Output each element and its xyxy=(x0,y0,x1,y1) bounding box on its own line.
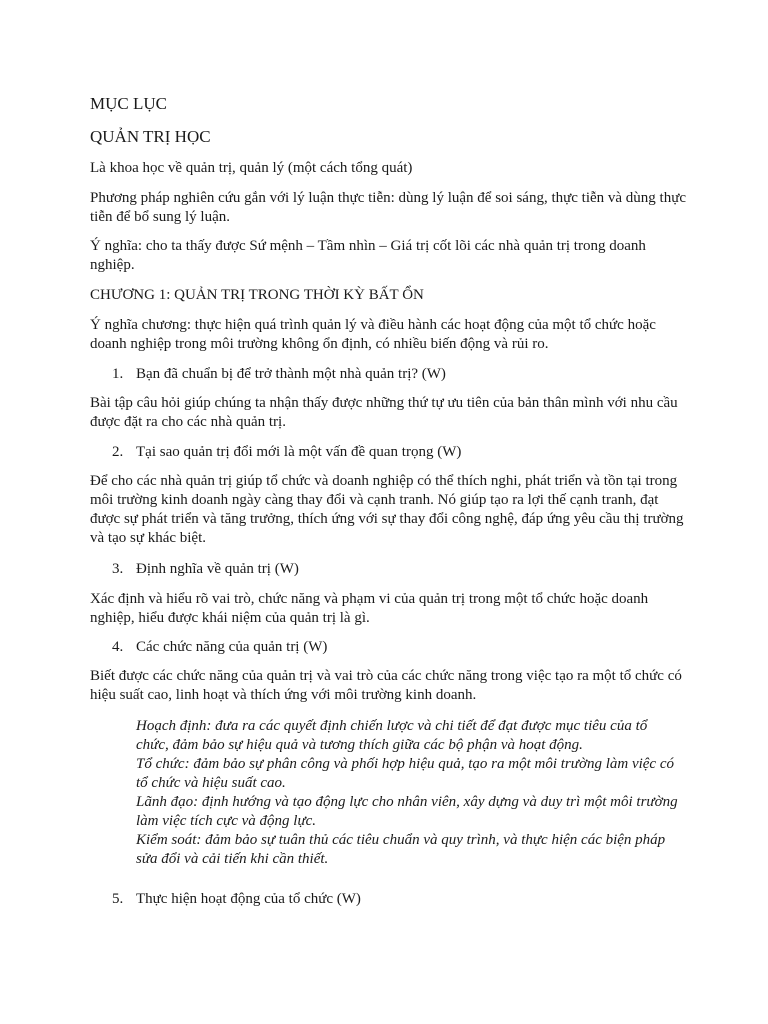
functions-block xyxy=(136,717,681,869)
list-number: 3. xyxy=(112,561,124,577)
list-number: 1. xyxy=(112,366,124,382)
paragraph-method: Phương pháp nghiên cứu gắn với lý luận thực tiễn: dùng lý luận để soi sáng, thực tiễn và dùng thực tiễn để bổ sung lý luận. xyxy=(90,190,687,225)
answer-paragraph: Để cho các nhà quản trị giúp tổ chức và doanh nghiệp có thể thích nghi, phát triển và tồn tại trong môi trường kinh doanh ngày càng thay đổi và cạnh tranh. Nó giúp tạo ra lợi thế cạnh tranh, đạt được sự phát triển và tăng trưởng, thích ứng với sự thay đổi công nghệ, đáp ứng yêu cầu thị trường và tạo sự khác biệt. xyxy=(90,473,684,546)
list-number: 5. xyxy=(112,891,124,907)
function-organizing: Tổ chức: đảm bảo sự phân công và phối hợp hiệu quả, tạo ra một môi trường làm việc có tổ chức và hiệu suất cao. xyxy=(136,756,674,791)
document-title: QUẢN TRỊ HỌC xyxy=(90,127,211,146)
list-text: Thực hiện hoạt động của tổ chức (W) xyxy=(136,891,361,907)
list-item xyxy=(112,365,672,384)
paragraph-definition: Là khoa học về quản trị, quản lý (một cách tổng quát) xyxy=(90,160,413,176)
answer-paragraph: Bài tập câu hỏi giúp chúng ta nhận thấy được những thứ tự ưu tiên của bản thân mình với nhu cầu được đặt ra cho các nhà quản trị. xyxy=(90,395,678,430)
function-leading: Lãnh đạo: định hướng và tạo động lực cho nhân viên, xây dựng và duy trì một môi trường làm việc tích cực và động lực. xyxy=(136,794,678,829)
list-text: Tại sao quản trị đổi mới là một vấn đề quan trọng (W) xyxy=(136,444,462,460)
function-controlling: Kiểm soát: đảm bảo sự tuân thủ các tiêu chuẩn và quy trình, và thực hiện các biện pháp sửa đổi và cải tiến khi cần thiết. xyxy=(136,832,666,867)
list-text: Các chức năng của quản trị (W) xyxy=(136,639,328,655)
answer-paragraph: Xác định và hiểu rõ vai trò, chức năng và phạm vi của quản trị trong một tổ chức hoặc doanh nghiệp, hiểu được khái niệm của quản trị là gì. xyxy=(90,591,649,626)
chapter-meaning: Ý nghĩa chương: thực hiện quá trình quản lý và điều hành các hoạt động của một tổ chức hoặc doanh nghiệp trong môi trường không ổn định, có nhiều biến động và rủi ro. xyxy=(90,317,656,352)
list-item xyxy=(112,638,672,657)
list-item xyxy=(112,443,672,462)
list-text: Định nghĩa về quản trị (W) xyxy=(136,561,299,577)
function-planning: Hoạch định: đưa ra các quyết định chiến lược và chi tiết để đạt được mục tiêu của tổ chức, đảm bảo sự hiệu quả và tương thích giữa các bộ phận và hoạt động. xyxy=(136,718,648,753)
list-item xyxy=(112,560,672,579)
list-number: 4. xyxy=(112,639,124,655)
chapter-heading: CHƯƠNG 1: QUẢN TRỊ TRONG THỜI KỲ BẤT ỔN xyxy=(90,287,424,303)
toc-heading: MỤC LỤC xyxy=(90,94,167,113)
list-number: 2. xyxy=(112,444,124,460)
answer-paragraph: Biết được các chức năng của quản trị và vai trò của các chức năng trong việc tạo ra một tổ chức có hiệu suất cao, linh hoạt và thích ứng với môi trường kinh doanh. xyxy=(90,668,682,703)
list-item xyxy=(112,890,672,909)
list-text: Bạn đã chuẩn bị để trở thành một nhà quản trị? (W) xyxy=(136,366,446,382)
paragraph-meaning: Ý nghĩa: cho ta thấy được Sứ mệnh – Tầm nhìn – Giá trị cốt lõi các nhà quản trị trong doanh nghiệp. xyxy=(90,238,646,273)
